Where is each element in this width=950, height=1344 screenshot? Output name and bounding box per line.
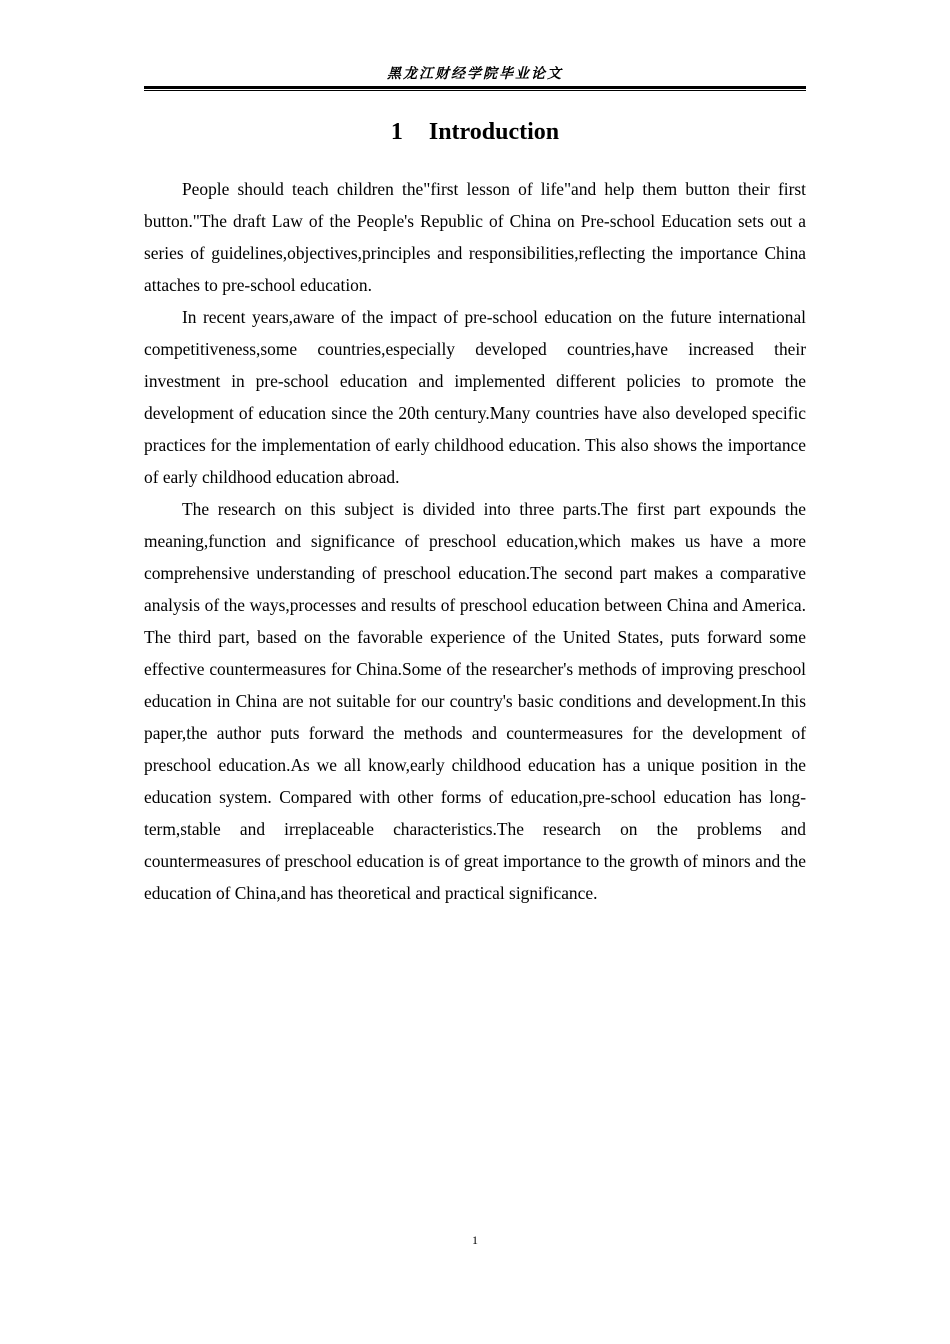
section-title xyxy=(144,116,806,148)
header-rule-thick xyxy=(144,86,806,89)
section-title-text: Introduction xyxy=(428,119,560,145)
paragraph-2: In recent years,aware of the impact of pre-school education on the future international competitiveness,some countries,especially developed countries,have increased their investment in pre-school education and implemented different policies to promote the development of education since the 20th century.Many countries have also developed specific practices for the implementation of early childhood education. This also shows the importance of early childhood education abroad. xyxy=(144,307,806,487)
header-rule-thin xyxy=(144,90,806,91)
paragraph-1: People should teach children the"first lesson of life"and help them button their first button."The draft Law of the People's Republic of China on Pre-school Education sets out a series of guidelines,objectives,principles and responsibilities,reflecting the importance China attaches to pre-school education. xyxy=(144,179,806,295)
paragraph-3: The research on this subject is divided into three parts.The first part expounds the meaning,function and significance of preschool education,which makes us have a more comprehensive understanding of preschool education.The second part makes a comparative analysis of the ways,processes and results of preschool education between China and America. The third part, based on the favorable experience of the United States, puts forward some effective countermeasures for China.Some of the researcher's methods of improving preschool education in China are not suitable for our country's basic conditions and development.In this paper,the author puts forward the methods and countermeasures for the development of preschool education.As we all know,early childhood education has a unique position in the education system. Compared with other forms of education,pre-school education has long-term,stable and irreplaceable characteristics.The research on the problems and countermeasures of preschool education is of great importance to the growth of minors and the education of China,and has theoretical and practical significance. xyxy=(144,499,806,903)
page-number: 1 xyxy=(472,1233,478,1247)
body-text xyxy=(144,173,806,909)
section-number: 1 xyxy=(390,119,403,145)
running-header: 黑龙江财经学院毕业论文 xyxy=(387,66,563,82)
